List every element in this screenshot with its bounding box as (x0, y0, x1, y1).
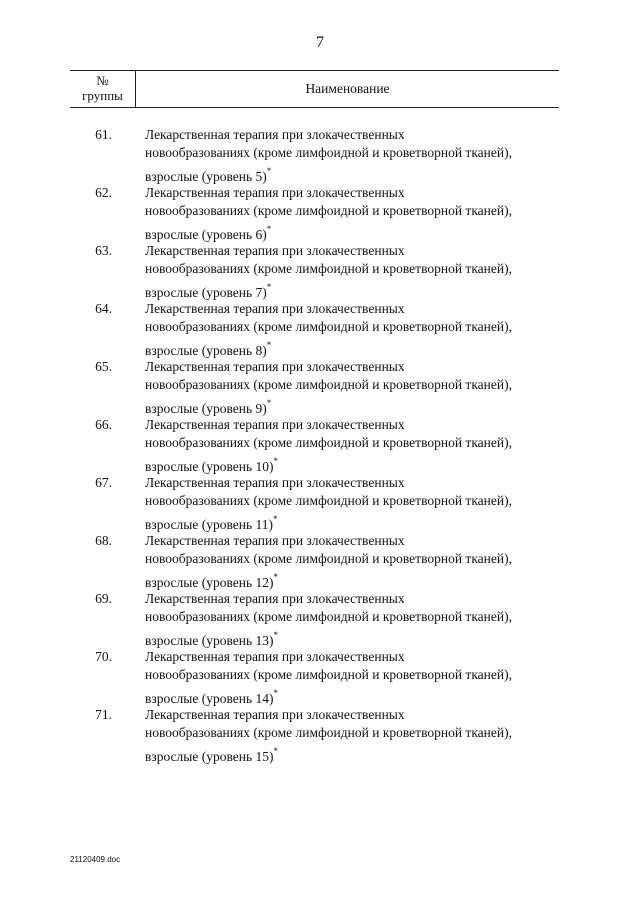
group-name (145, 706, 565, 766)
group-level-text: взрослые (уровень 15) (145, 749, 274, 764)
footnote-asterisk: * (266, 398, 272, 408)
group-name-line: Лекарственная терапия при злокачественных (145, 243, 405, 258)
group-number: 61. (95, 127, 112, 142)
group-number-header-label: группы (82, 88, 123, 103)
footnote-asterisk: * (273, 514, 278, 524)
group-level-text: взрослые (уровень 5) (145, 169, 267, 184)
group-name-line (145, 452, 565, 476)
group-level-text: взрослые (уровень 13) (145, 633, 274, 648)
group-name-line: новообразованиях (кроме лимфоидной и кроветворной тканей), (145, 435, 512, 450)
group-name-line: новообразованиях (кроме лимфоидной и кроветворной тканей), (145, 261, 512, 276)
group-number: 66. (95, 417, 112, 432)
group-name-line (145, 742, 565, 766)
group-name-line: новообразованиях (кроме лимфоидной и кроветворной тканей), (145, 319, 512, 334)
group-name-line (145, 684, 565, 708)
footnote-asterisk: * (266, 282, 272, 292)
group-name-line: новообразованиях (кроме лимфоидной и кроветворной тканей), (145, 667, 512, 682)
group-name (145, 416, 565, 476)
table-row (70, 590, 559, 648)
group-number: 64. (95, 301, 112, 316)
group-number-header-symbol: № (96, 73, 109, 88)
group-level-text: взрослые (уровень 7) (145, 285, 267, 300)
table-row (70, 126, 559, 184)
group-name-line: новообразованиях (кроме лимфоидной и кроветворной тканей), (145, 203, 512, 218)
group-name-line: новообразованиях (кроме лимфоидной и кроветворной тканей), (145, 725, 512, 740)
table-row (70, 358, 559, 416)
group-name-line: Лекарственная терапия при злокачественных (145, 185, 405, 200)
table-row (70, 474, 559, 532)
group-name (145, 648, 565, 708)
footnote-asterisk: * (273, 746, 278, 756)
group-level-text: взрослые (уровень 14) (145, 691, 274, 706)
group-number: 70. (95, 649, 112, 664)
group-level-text: взрослые (уровень 12) (145, 575, 274, 590)
name-column-header: Наименование (305, 81, 390, 96)
table-row (70, 184, 559, 242)
table-row (70, 648, 559, 706)
group-name-line (145, 278, 565, 302)
table-row (70, 706, 559, 764)
group-name-line: Лекарственная терапия при злокачественных (145, 591, 405, 606)
group-number: 69. (95, 591, 112, 606)
group-number: 63. (95, 243, 112, 258)
group-name-line: новообразованиях (кроме лимфоидной и кроветворной тканей), (145, 609, 512, 624)
group-name (145, 474, 565, 534)
group-name (145, 300, 565, 360)
group-number-column-header (70, 73, 135, 103)
group-name-line: Лекарственная терапия при злокачественных (145, 359, 405, 374)
group-name (145, 242, 565, 302)
table-row (70, 300, 559, 358)
footnote-asterisk: * (273, 688, 278, 698)
group-name-line: Лекарственная терапия при злокачественных (145, 127, 405, 142)
group-name-line: новообразованиях (кроме лимфоидной и кроветворной тканей), (145, 493, 512, 508)
table-body (70, 126, 559, 764)
table-row (70, 416, 559, 474)
group-name-line: новообразованиях (кроме лимфоидной и кроветворной тканей), (145, 551, 512, 566)
group-name-line: Лекарственная терапия при злокачественных (145, 649, 405, 664)
group-name (145, 126, 565, 186)
group-number: 68. (95, 533, 112, 548)
group-number: 71. (95, 707, 112, 722)
group-level-text: взрослые (уровень 11) (145, 517, 273, 532)
group-name-line: Лекарственная терапия при злокачественных (145, 301, 405, 316)
group-name-line (145, 162, 565, 186)
footnote-asterisk: * (273, 572, 278, 582)
group-name-line (145, 336, 565, 360)
group-name-line: Лекарственная терапия при злокачественных (145, 475, 405, 490)
group-level-text: взрослые (уровень 8) (145, 343, 267, 358)
group-name-line: новообразованиях (кроме лимфоидной и кроветворной тканей), (145, 377, 512, 392)
group-number: 67. (95, 475, 112, 490)
group-number: 65. (95, 359, 112, 374)
group-name (145, 532, 565, 592)
footnote-asterisk: * (273, 630, 278, 640)
footnote-asterisk: * (266, 224, 272, 234)
group-name-line: Лекарственная терапия при злокачественных (145, 417, 405, 432)
group-name-line (145, 568, 565, 592)
group-name-line: Лекарственная терапия при злокачественных (145, 707, 405, 722)
footnote-asterisk: * (266, 340, 272, 350)
document-file-reference: 21120409.doc (70, 855, 121, 864)
group-name-line (145, 394, 565, 418)
group-name (145, 184, 565, 244)
page-number: 7 (316, 34, 324, 51)
group-level-text: взрослые (уровень 10) (145, 459, 274, 474)
table-row (70, 532, 559, 590)
footnote-asterisk: * (273, 456, 278, 466)
group-name-line: новообразованиях (кроме лимфоидной и кроветворной тканей), (145, 145, 512, 160)
group-name (145, 358, 565, 418)
group-name-line: Лекарственная терапия при злокачественных (145, 533, 405, 548)
group-name-line (145, 626, 565, 650)
group-number: 62. (95, 185, 112, 200)
footnote-asterisk: * (266, 166, 272, 176)
group-name-line (145, 220, 565, 244)
table-row (70, 242, 559, 300)
group-name (145, 590, 565, 650)
group-name-line (145, 510, 565, 534)
table-header (70, 70, 559, 108)
group-level-text: взрослые (уровень 6) (145, 227, 267, 242)
group-level-text: взрослые (уровень 9) (145, 401, 267, 416)
